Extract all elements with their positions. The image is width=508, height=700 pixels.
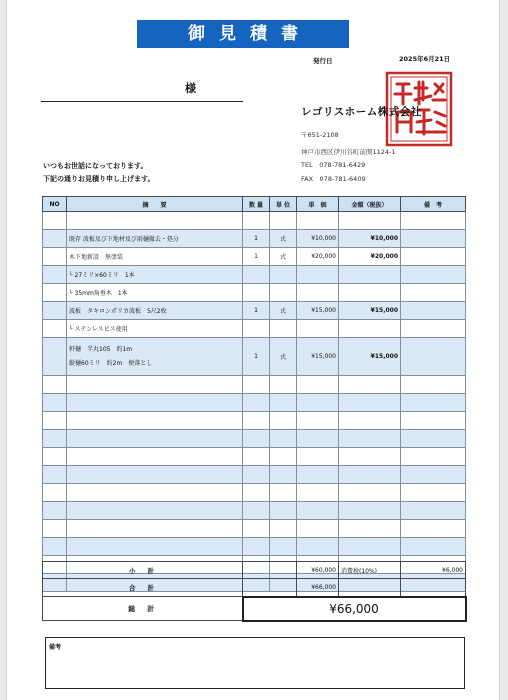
table-row	[43, 412, 466, 430]
row-no	[43, 230, 67, 248]
row-unit	[270, 376, 297, 394]
row-note	[401, 448, 466, 466]
remarks-label: 備考	[49, 644, 62, 651]
greeting-line-2: 下記の通りお見積り申し上げます。	[43, 175, 155, 183]
company-name: レゴリスホーム株式会社	[301, 106, 422, 118]
total-row	[43, 579, 466, 597]
row-unit: 式	[270, 302, 297, 320]
row-unit: 式	[270, 248, 297, 266]
row-quantity	[243, 412, 270, 430]
row-no	[43, 412, 67, 430]
greeting-line-1: いつもお世話になっております。	[43, 162, 148, 170]
row-note	[401, 394, 466, 412]
row-unit-price	[297, 376, 339, 394]
row-amount	[339, 320, 401, 338]
row-description: 波板 タキロンポリカ波板 5尺2枚	[67, 302, 243, 320]
row-amount: ¥20,000	[339, 248, 401, 266]
recipient-line	[41, 101, 243, 102]
row-note	[401, 466, 466, 484]
subtotal-row	[43, 562, 466, 579]
col-header-unit-price: 単 価	[297, 197, 339, 212]
row-note	[401, 248, 466, 266]
table-row	[43, 284, 466, 302]
row-quantity	[243, 502, 270, 520]
row-unit	[270, 538, 297, 556]
row-amount	[339, 466, 401, 484]
row-quantity	[243, 538, 270, 556]
row-unit-price	[297, 502, 339, 520]
row-unit	[270, 320, 297, 338]
row-unit-price	[297, 520, 339, 538]
row-quantity	[243, 212, 270, 230]
row-description	[67, 212, 243, 230]
remarks-box	[45, 637, 465, 689]
row-quantity: 1	[243, 248, 270, 266]
table-row	[43, 394, 466, 412]
table-row	[43, 520, 466, 538]
total-label: 合計	[43, 579, 243, 597]
row-unit	[270, 484, 297, 502]
row-description	[67, 394, 243, 412]
row-amount	[339, 212, 401, 230]
row-description: └ 27ミリ×60ミリ 1本	[67, 266, 243, 284]
col-header-note: 備 考	[401, 197, 466, 212]
recipient-suffix: 様	[185, 82, 196, 95]
row-amount	[339, 538, 401, 556]
row-unit	[270, 212, 297, 230]
row-amount: ¥15,000	[339, 338, 401, 376]
row-note	[401, 484, 466, 502]
company-address: 神戸市西区伊川谷町前開1124-1	[301, 148, 396, 156]
col-header-no: NO	[43, 197, 67, 212]
grand-total-label: 総計	[43, 597, 243, 621]
table-header-row	[43, 197, 466, 212]
row-amount	[339, 520, 401, 538]
row-note	[401, 338, 466, 376]
row-quantity	[243, 430, 270, 448]
row-description-line-2: 縦樋60ミリ 約2m 便落とし	[69, 359, 153, 367]
subtotal-label: 小計	[43, 562, 243, 579]
row-amount	[339, 448, 401, 466]
row-quantity	[243, 394, 270, 412]
row-description	[67, 484, 243, 502]
tax-value: ¥6,000	[401, 562, 466, 579]
row-description: 木下地新設 無塗装	[67, 248, 243, 266]
totals-table	[42, 561, 467, 622]
row-no	[43, 248, 67, 266]
table-row	[43, 266, 466, 284]
company-fax: FAX 078-781-6409	[301, 175, 366, 183]
row-unit-price	[297, 466, 339, 484]
table-row	[43, 302, 466, 320]
row-no	[43, 302, 67, 320]
row-quantity	[243, 466, 270, 484]
row-unit-price	[297, 484, 339, 502]
row-note	[401, 502, 466, 520]
table-row	[43, 248, 466, 266]
row-quantity: 1	[243, 338, 270, 376]
row-unit	[270, 448, 297, 466]
row-unit	[270, 284, 297, 302]
row-description: 既存 波板及び下地材及び雨樋撤去・処分	[67, 230, 243, 248]
row-quantity	[243, 484, 270, 502]
col-header-quantity: 数 量	[243, 197, 270, 212]
row-description-line-1: 軒樋 半丸105 約1m	[69, 345, 133, 353]
row-unit-price: ¥20,000	[297, 248, 339, 266]
tax-label: 消費税(10%)	[339, 562, 401, 579]
table-row	[43, 448, 466, 466]
row-no	[43, 520, 67, 538]
row-description	[67, 466, 243, 484]
table-row	[43, 466, 466, 484]
row-unit: 式	[270, 230, 297, 248]
row-note	[401, 320, 466, 338]
row-description	[67, 376, 243, 394]
row-note	[401, 538, 466, 556]
row-no	[43, 376, 67, 394]
row-unit-price	[297, 320, 339, 338]
row-unit	[270, 520, 297, 538]
row-description	[67, 412, 243, 430]
row-no	[43, 484, 67, 502]
row-description	[67, 448, 243, 466]
col-header-amount: 金額（税抜）	[339, 197, 401, 212]
col-header-unit: 単 位	[270, 197, 297, 212]
row-unit-price	[297, 394, 339, 412]
row-quantity	[243, 320, 270, 338]
table-row	[43, 230, 466, 248]
row-amount	[339, 412, 401, 430]
row-amount: ¥15,000	[339, 302, 401, 320]
row-no	[43, 466, 67, 484]
row-no	[43, 538, 67, 556]
row-note	[401, 266, 466, 284]
company-postal: 〒651-2108	[301, 131, 339, 139]
row-unit-price	[297, 212, 339, 230]
row-unit-price	[297, 284, 339, 302]
table-row	[43, 376, 466, 394]
subtotal-value: ¥60,000	[297, 562, 339, 579]
quote-document	[6, 0, 500, 700]
row-quantity	[243, 448, 270, 466]
row-no	[43, 338, 67, 376]
row-description	[67, 338, 243, 376]
issue-date-label: 発行日	[313, 57, 333, 65]
row-note	[401, 284, 466, 302]
row-no	[43, 320, 67, 338]
table-row	[43, 320, 466, 338]
table-row	[43, 538, 466, 556]
table-row	[43, 484, 466, 502]
row-note	[401, 212, 466, 230]
table-row	[43, 430, 466, 448]
table-row	[43, 212, 466, 230]
row-quantity	[243, 520, 270, 538]
row-note	[401, 376, 466, 394]
row-unit: 式	[270, 338, 297, 376]
row-description	[67, 430, 243, 448]
row-unit-price: ¥15,000	[297, 338, 339, 376]
row-amount	[339, 394, 401, 412]
row-no	[43, 212, 67, 230]
row-amount	[339, 284, 401, 302]
row-unit-price	[297, 412, 339, 430]
row-unit-price	[297, 538, 339, 556]
row-unit	[270, 430, 297, 448]
issue-date: 2025年6月21日	[399, 55, 451, 63]
grand-total-row	[43, 597, 466, 621]
document-title: 御見積書	[137, 20, 349, 48]
row-amount: ¥10,000	[339, 230, 401, 248]
row-description: └ ステンレスビス使用	[67, 320, 243, 338]
row-quantity	[243, 266, 270, 284]
row-description	[67, 520, 243, 538]
row-no	[43, 266, 67, 284]
col-header-description: 摘 要	[67, 197, 243, 212]
row-quantity	[243, 376, 270, 394]
row-note	[401, 302, 466, 320]
row-unit	[270, 466, 297, 484]
total-value: ¥66,000	[297, 579, 339, 597]
row-amount	[339, 430, 401, 448]
row-no	[43, 502, 67, 520]
line-items-table	[42, 196, 466, 592]
row-amount	[339, 484, 401, 502]
row-no	[43, 430, 67, 448]
row-description	[67, 502, 243, 520]
row-unit	[270, 412, 297, 430]
row-note	[401, 412, 466, 430]
table-row	[43, 338, 466, 376]
row-note	[401, 520, 466, 538]
row-quantity: 1	[243, 230, 270, 248]
table-row	[43, 502, 466, 520]
grand-total-value: ¥66,000	[243, 597, 466, 621]
row-description	[67, 538, 243, 556]
row-unit	[270, 266, 297, 284]
row-unit-price	[297, 266, 339, 284]
row-unit-price	[297, 448, 339, 466]
row-unit-price: ¥15,000	[297, 302, 339, 320]
row-no	[43, 284, 67, 302]
row-amount	[339, 502, 401, 520]
row-no	[43, 394, 67, 412]
row-amount	[339, 376, 401, 394]
row-unit	[270, 394, 297, 412]
row-description: └ 35mm角垂木 1本	[67, 284, 243, 302]
row-unit	[270, 502, 297, 520]
row-unit-price	[297, 430, 339, 448]
row-no	[43, 448, 67, 466]
row-unit-price: ¥10,000	[297, 230, 339, 248]
row-note	[401, 430, 466, 448]
row-note	[401, 230, 466, 248]
row-quantity: 1	[243, 302, 270, 320]
row-amount	[339, 266, 401, 284]
company-tel: TEL 078-781-6429	[301, 161, 366, 169]
row-quantity	[243, 284, 270, 302]
